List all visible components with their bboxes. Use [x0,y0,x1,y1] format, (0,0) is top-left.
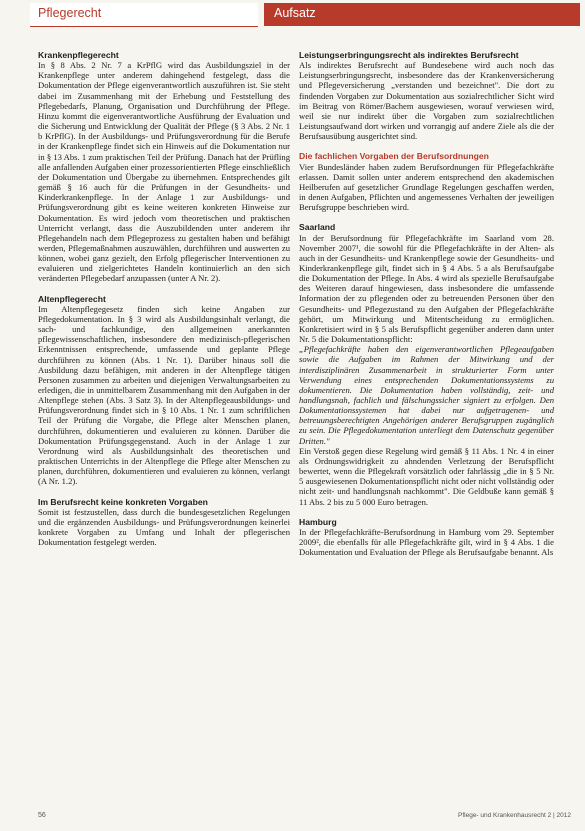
heading-hamburg: Hamburg [299,516,337,527]
paragraph: Ein Verstoß gegen diese Regelung wird gemäß § 11 Abs. 1 Nr. 4 in einer als Ordnungswidrigkeit zu ahndenden Verletzung der Berufspflicht bewertet, wenn die Pflegekraft vorsätzlich oder fahrlässig „die in § 5 Nr. 5 ausgewiesenen Dokumentationspflicht nicht oder nicht vollständig oder nicht zeit- und handlungsnah nachkommt". Die Geldbuße kann gemäß § 11 Abs. 2 bis zu 5 000 Euro betragen. [299,445,554,507]
paragraph: Somit ist festzustellen, dass durch die bundesgesetzlichen Regelungen und die ergänzenden Ausbildungs- und Prüfungsverordnungen keinerlei konkrete Vorgaben zu Umfang und Inhalt der pflegerischen Dokumentation festgelegt werden. [38,506,290,548]
heading-saarland: Saarland [299,222,336,233]
heading-altenpflegerecht: Altenpflegerecht [38,293,106,304]
quote: „Pflegefachkräfte haben den eigenverantwortlichen Pflegeaufgaben sowie die Aufgaben im Rahmen der Mitwirkung und der interdisziplinären Zusammenarbeit in strukturierter Form unter Verwendung eines entsprechenden Dokumentationssystems zu dokumentieren. Die Dokumentation haben vollständig, zeit- und handlungsnah, fachlich und fälschungssicher signiert zu erfolgen. Den Dokumentationssystemen hat dabei nur aufgetragenen- und betreuungsberechtigten Angehörigen anderer Berufsgruppen zugänglich zu sein. Die Pflegedokumentation unterliegt dem Datenschutz gegenüber Dritten." [299,344,554,446]
paragraph: Vier Bundesländer haben zudem Berufsordnungen für Pflegefachkräfte erlassen. Damit sollen unter anderem entsprechend den akademischen Heilberufen auf gesetzlicher Grundlage Regelungen geschaffen werden, in denen Aufgaben, Pflichten und angemessenes Verhalten der jeweiligen Berufsgruppe beschrieben wird. [299,161,554,213]
paragraph: In der Pflegefachkräfte-Berufsordnung in Hamburg vom 29. September 2009², die ebenfalls für alle Pflegefachkräfte gilt, wird in § 4 Abs. 1 die Dokumentation und Evaluation der Pflege als Berufsaufgabe benannt. Als [299,526,554,558]
page-number: 56 [38,812,46,819]
right-column [299,50,554,557]
paragraph: Als indirektes Berufsrecht auf Bundesebene wird auch noch das Leistungserbringungsrecht, insbesondere das der Krankenversicherung und Pflegeversicherung „verstanden und bezeichnet". Die dort zu findenden Vorgaben zur Dokumentation aus sozialrechtlicher Sicht wird im Beitrag von Römer/Bachem ausgewiesen, worauf verwiesen wird, weil sie nur indirekt über die Vorgaben zum sozialrechtlichen Leistungsaufwand dort wirken und vorrangig auf andere Ziele als die der Berufsausübung ausgerichtet sind. [299,60,554,142]
heading-berufsordnungen: Die fachlichen Vorgaben der Berufsordnungen [299,151,489,162]
page-header [0,0,585,38]
left-column [38,50,290,547]
paragraph: In § 8 Abs. 2 Nr. 7 a KrPflG wird das Ausbildungsziel in der Krankenpflege unter anderem dahingehend festgelegt, dass die Dokumentation der Pflege eigenverantwortlich auszuführen ist. Sie steht dabei im Zusammenhang mit der Erhebung und Feststellung des Pflegebedarfs, Planung, Organisation und Durchführung der Pflege. Hinzu kommt die eigenverantwortliche Ausführung der Evaluation und die Sicherung und Entwicklung der Qualität der Pflege (§ 3 Abs. 2 Nr. 1 b KrPflG). In der Ausbildungs- und Prüfungsverordnung für die Berufe in der Krankenpflege findet sich ein Hinweis auf die Dokumentation nur in § 13 Abs. 1 zum praktischen Teil der Prüfung. Danach hat der Prüfling alle anfallenden Aufgaben einer prozessorientierten Pflege einschließlich der Dokumentation und Übergabe zu übernehmen. Entsprechendes gilt gemäß § 16 auch für die Prüfungen in der Gesundheits- und Kinderkrankenpflege. In der Anlage 1 zur Ausbildungs- und Prüfungsverordnung gibt es keine weiteren konkreten Hinweise zur Dokumentation. Es wird jedoch vom theoretischen und praktischen Unterricht verlangt, dass die Auszubildenden unter anderem ihr Pflegehandeln nach dem Pflegeprozess zu gestalten haben und befähigt werden, Pflegemaßnahmen auszuwählen, durchführen und auswerten zu können, wobei ganz gezielt, den Erfolg pflegerischer Interventionen zu evaluieren und zielgerichtetes Handeln kontinuierlich an den sich veränderten Pflegebedarf anzupassen (unter A Nr. 2). [38,60,290,284]
header-category: Aufsatz [274,6,316,20]
header-category-box [264,3,580,26]
journal-footer: Pflege- und Krankenhausrecht 2 | 2012 [458,812,571,819]
heading-krankenpflegerecht: Krankenpflegerecht [38,50,119,60]
heading-berufsrecht: Im Berufsrecht keine konkreten Vorgaben [38,496,208,507]
heading-leistungserbringungsrecht: Leistungserbringungsrecht als indirektes Berufsrecht [299,50,519,60]
paragraph: In der Berufsordnung für Pflegefachkräfte im Saarland vom 28. November 2007¹, die sowohl für die Pflegefachkräfte in der Alten- als auch in der Gesundheits- und Krankenpflege sowie der Gesundheits- und Kinderkrankenpflege gilt, findet sich in § 4 Abs. 5 a als Berufsaufgabe die Dokumentation der Pflege. In Abs. 4 wird als spezielle Berufsaufgabe des Weiteren darauf hingewiesen, dass insbesondere die umfassende Information der zu pflegenden oder zu betreuenden Personen über den Gesundheits- und Pflegezustand zu den Aufgaben der Pflegefachkräfte gehört, um Mitwirkung und Mitentscheidung zu ermöglichen. Konkretisiert wird in § 5 als Berufspflicht gegenüber anderen dann unter Nr. 5 die Dokumentationspflicht: [299,232,554,345]
header-section: Pflegerecht [38,6,102,20]
header-section-box [30,3,258,27]
paragraph: Im Altenpflegegesetz finden sich keine Angaben zur Pflegedokumentation. In § 3 wird als Ausbildungsinhalt verlangt, die sach- und fachkundige, den allgemeinen anerkannten pflegewissenschaftlichen, insbesondere den medizinisch-pflegerischen Erkenntnissen entsprechende, umfassende und geplante Pflege durchführen zu können (Abs. 1 Nr. 1). Darüber hinaus soll die Ausbildung dazu befähigen, mit anderen in der Altenpflege tätigen Personen zusammen zu arbeiten und diejenigen Verwaltungsarbeiten zu erledigen, die in unmittelbarem Zusammenhang mit den Aufgaben in der Altenpflege stehen (Abs. 3 Satz 3). In der Altenpflegeausbildungs- und Prüfungsverordnung findet sich in § 10 Abs. 1 Nr. 1 zum schriftlichen Teil der Prüfung die Vorgabe, die Pflege alter Menschen planen, durchführen, dokumentieren und evaluieren zu können. Darüber die Dokumentation Prüfungsgegenstand. Auch in der Anlage 1 zur Verordnung wird als Ausbildungsinhalt des theoretischen und praktischen Unterrichts in der Altenpflege die Pflege alter Menschen zu planen, durchführen, dokumentieren und evaluieren zu können, verlangt (A Nr. 1.2). [38,303,290,487]
